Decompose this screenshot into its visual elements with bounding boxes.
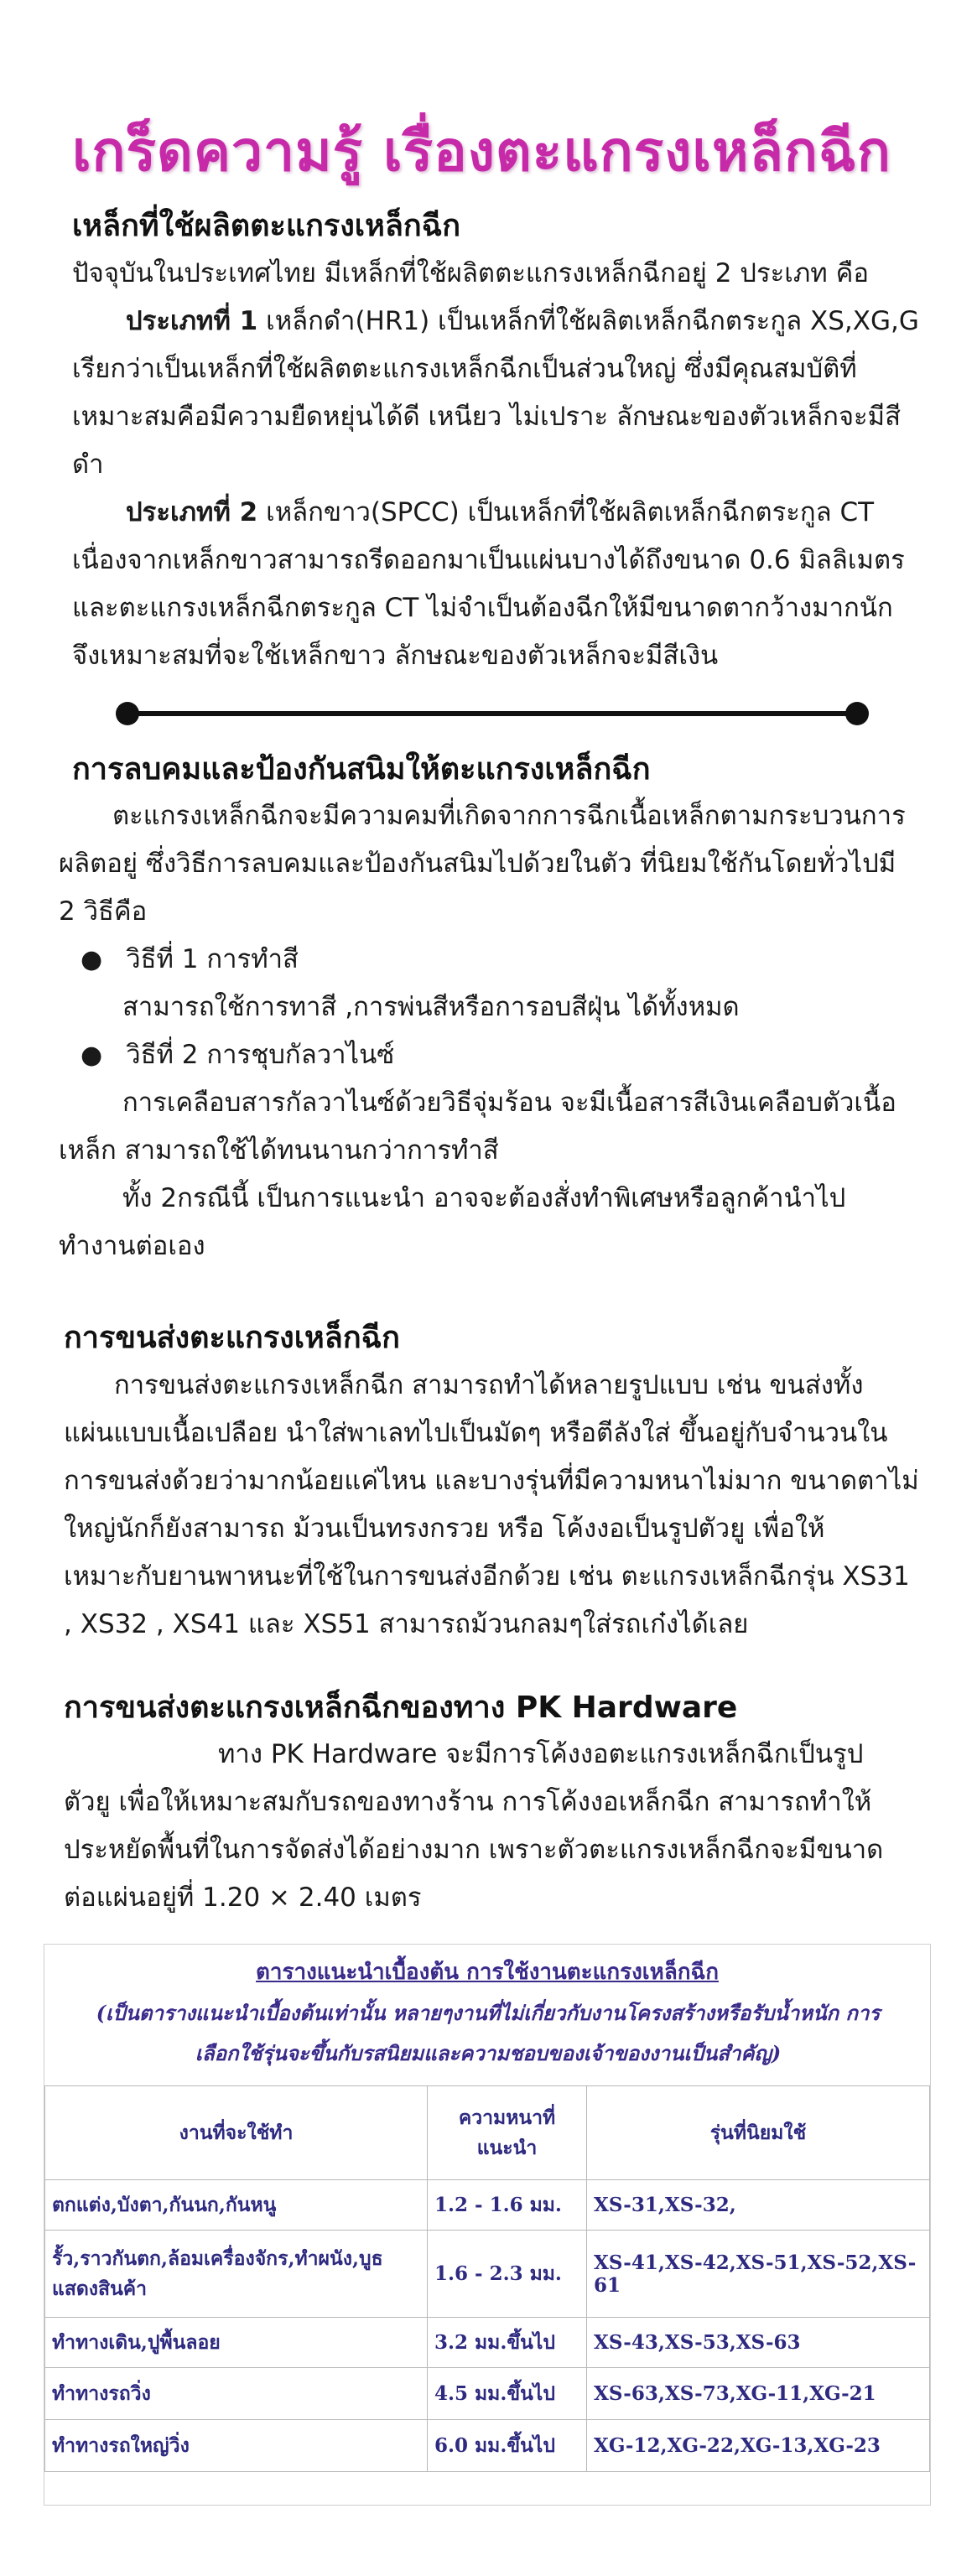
table-row: [45, 2420, 930, 2472]
cell-usage: ทำทางเดิน,ปูพื้นลอย: [45, 2318, 428, 2368]
section2-note-line2: ทำงานต่อเอง: [59, 1231, 205, 1261]
section2-note-line1: ทั้ง 2กรณีนี้ เป็นการแนะนำ อาจจะต้องสั่งทำพิเศษหรือลูกค้านำไป: [122, 1183, 846, 1213]
type1-line1: [72, 298, 961, 345]
section-heading-transport: การขนส่งตะแกรงเหล็กฉีก: [64, 1321, 400, 1355]
cell-models: XG-12,XG-22,XG-13,XG-23: [587, 2420, 930, 2472]
method2-desc-line1: การเคลือบสารกัลวาไนซ์ด้วยวิธีจุ่มร้อน จะมีเนื้อสารสีเงินเคลือบตัวเนื้อ: [122, 1088, 896, 1118]
cell-models: XS-41,XS-42,XS-51,XS-52,XS-61: [587, 2231, 930, 2318]
table-note-line1: (เป็นตารางแนะนำเบื้องต้นเท่านั้น หลายๆงานที่ไม่เกี่ยวกับงานโครงสร้างหรือรับน้ำหนัก การ: [96, 2001, 881, 2025]
cell-usage: ตกแต่ง,บังตา,กันนก,กันหนู: [45, 2180, 428, 2231]
section2-line1: ตะแกรงเหล็กฉีกจะมีความคมที่เกิดจากการฉีกเนื้อเหล็กตามกระบวนการ: [112, 801, 906, 831]
method2-title: วิธีที่ 2 การชุบกัลวาไนซ์: [126, 1040, 395, 1070]
type2-text: เหล็กขาว(SPCC) เป็นเหล็กที่ใช้ผลิตเหล็กฉีกตระกูล CT: [257, 497, 875, 527]
method2-item: [59, 1031, 956, 1079]
section4-line3: ประหยัดพื้นที่ในการจัดส่งได้อย่างมาก เพราะตัวตะแกรงเหล็กฉีกจะมีขนาด: [64, 1835, 884, 1865]
method1-title: วิธีที่ 1 การทำสี: [126, 944, 299, 974]
method2-desc-line2: เหล็ก สามารถใช้ได้ทนนานกว่าการทำสี: [59, 1135, 499, 1166]
table-row: [45, 2318, 930, 2368]
bullet-icon: ●: [81, 945, 103, 974]
section1-intro: ปัจจุบันในประเทศไทย มีเหล็กที่ใช้ผลิตตะแกรงเหล็กฉีกอยู่ 2 ประเภท คือ: [72, 258, 869, 288]
cell-thickness: 1.2 - 1.6 มม.: [428, 2180, 587, 2231]
cell-thickness: 3.2 มม.ขึ้นไป: [428, 2318, 587, 2368]
method1-item: [59, 936, 956, 984]
section4-line1: ทาง PK Hardware จะมีการโค้งงอตะแกรงเหล็กฉีกเป็นรูป: [218, 1739, 864, 1769]
type1-text: เหล็กดำ(HR1) เป็นเหล็กที่ใช้ผลิตเหล็กฉีกตระกูล XS,XG,G: [257, 306, 919, 336]
type2-label: ประเภทที่ 2: [126, 497, 258, 527]
section4-body: [64, 1731, 961, 1922]
type1-line4: ดำ: [72, 449, 104, 480]
cell-thickness: 4.5 มม.ขึ้นไป: [428, 2368, 587, 2420]
table-header-row: [45, 2086, 930, 2180]
table-note: [70, 1993, 907, 2074]
recommendation-table-panel: [44, 1944, 931, 2506]
table-title: ตารางแนะนำเบื้องต้น การใช้งานตะแกรงเหล็กฉีก: [256, 1960, 719, 1985]
table-row: [45, 2180, 930, 2231]
section-heading-deburr-rust: การลบคมและป้องกันสนิมให้ตะแกรงเหล็กฉีก: [72, 752, 651, 787]
page-title: เกร็ดความรู้ เรื่องตะแกรงเหล็กฉีก: [72, 119, 891, 184]
cell-usage: ทำทางรถใหญ่วิ่ง: [45, 2420, 428, 2472]
bullet-icon: ●: [81, 1041, 103, 1070]
type1-label: ประเภทที่ 1: [126, 306, 258, 336]
cell-thickness: 6.0 มม.ขึ้นไป: [428, 2420, 587, 2472]
table-row: [45, 2368, 930, 2420]
section2-line3: 2 วิธีคือ: [59, 896, 148, 927]
section3-line1: การขนส่งตะแกรงเหล็กฉีก สามารถทำได้หลายรูปแบบ เช่น ขนส่งทั้ง: [114, 1370, 864, 1400]
table-note-line2: เลือกใช้รุ่นจะขึ้นกับรสนิยมและความชอบของเจ้าของงานเป็นสำคัญ): [195, 2041, 782, 2065]
cell-usage: ทำทางรถวิ่ง: [45, 2368, 428, 2420]
section-heading-pk-transport: การขนส่งตะแกรงเหล็กฉีกของทาง PK Hardware: [64, 1690, 738, 1725]
divider-right-dot: [845, 702, 869, 725]
section-divider: [126, 711, 864, 716]
section2-line2: ผลิตอยู่ ซึ่งวิธีการลบคมและป้องกันสนิมไปด้วยในตัว ที่นิยมใช้กันโดยทั่วไปมี: [59, 849, 896, 879]
type2-line4: จึงเหมาะสมที่จะใช้เหล็กขาว ลักษณะของตัวเหล็กจะมีสีเงิน: [72, 641, 719, 671]
cell-models: XS-43,XS-53,XS-63: [587, 2318, 930, 2368]
method1-desc: สามารถใช้การทาสี ,การพ่นสีหรือการอบสีฝุ่น ได้ทั้งหมด: [122, 992, 740, 1022]
section4-line4: ต่อแผ่นอยู่ที่ 1.20 × 2.40 เมตร: [64, 1883, 422, 1913]
type2-line1: [72, 489, 961, 537]
section3-line2: แผ่นแบบเนื้อเปลือย นำใส่พาเลทไปเป็นมัดๆ หรือตีลังใส่ ขึ้นอยู่กับจำนวนใน: [64, 1418, 888, 1448]
section3-line6: , XS32 , XS41 และ XS51 สามารถม้วนกลมๆใส่รถเก๋งได้เลย: [64, 1609, 749, 1639]
section3-line3: การขนส่งด้วยว่ามากน้อยแค่ไหน และบางรุ่นที่มีความหนาไม่มาก ขนาดตาไม่: [64, 1466, 919, 1496]
header-models: รุ่นที่นิยมใช้: [587, 2086, 930, 2180]
table-row: [45, 2231, 930, 2318]
type1-line3: เหมาะสมคือมีความยืดหยุ่นได้ดี เหนียว ไม่เปราะ ลักษณะของตัวเหล็กจะมีสี: [72, 402, 902, 432]
section3-line5: เหมาะกับยานพาหนะที่ใช้ในการขนส่งอีกด้วย เช่น ตะแกรงเหล็กฉีกรุ่น XS31: [64, 1561, 910, 1592]
header-usage: งานที่จะใช้ทำ: [45, 2086, 428, 2180]
type1-line2: เรียกว่าเป็นเหล็กที่ใช้ผลิตตะแกรงเหล็กฉีกเป็นส่วนใหญ่ ซึ่งมีคุณสมบัติที่: [72, 354, 857, 384]
section1-body: [72, 250, 961, 680]
divider-left-dot: [116, 702, 139, 725]
cell-models: XS-31,XS-32,: [587, 2180, 930, 2231]
section3-body: [64, 1362, 961, 1649]
recommendation-table: [44, 2085, 930, 2472]
type2-line2: เนื่องจากเหล็กขาวสามารถรีดออกมาเป็นแผ่นบางได้ถึงขนาด 0.6 มิลลิเมตร: [72, 545, 905, 575]
header-thickness: ความหนาที่แนะนำ: [428, 2086, 587, 2180]
cell-thickness: 1.6 - 2.3 มม.: [428, 2231, 587, 2318]
cell-usage: รั้ว,ราวกันตก,ล้อมเครื่องจักร,ทำผนัง,บูธแสดงสินค้า: [45, 2231, 428, 2318]
section4-line2: ตัวยู เพื่อให้เหมาะสมกับรถของทางร้าน การโค้งงอเหล็กฉีก สามารถทำให้: [64, 1787, 872, 1817]
cell-models: XS-63,XS-73,XG-11,XG-21: [587, 2368, 930, 2420]
section3-line4: ใหญ่นักก็ยังสามารถ ม้วนเป็นทรงกรวย หรือ โค้งงอเป็นรูปตัวยู เพื่อให้: [64, 1514, 825, 1544]
section2-body: [59, 792, 956, 1270]
section-heading-steel-types: เหล็กที่ใช้ผลิตตะแกรงเหล็กฉีก: [72, 209, 461, 243]
type2-line3: และตะแกรงเหล็กฉีกตระกูล CT ไม่จำเป็นต้องฉีกให้มีขนาดตากว้างมากนัก: [72, 593, 893, 623]
